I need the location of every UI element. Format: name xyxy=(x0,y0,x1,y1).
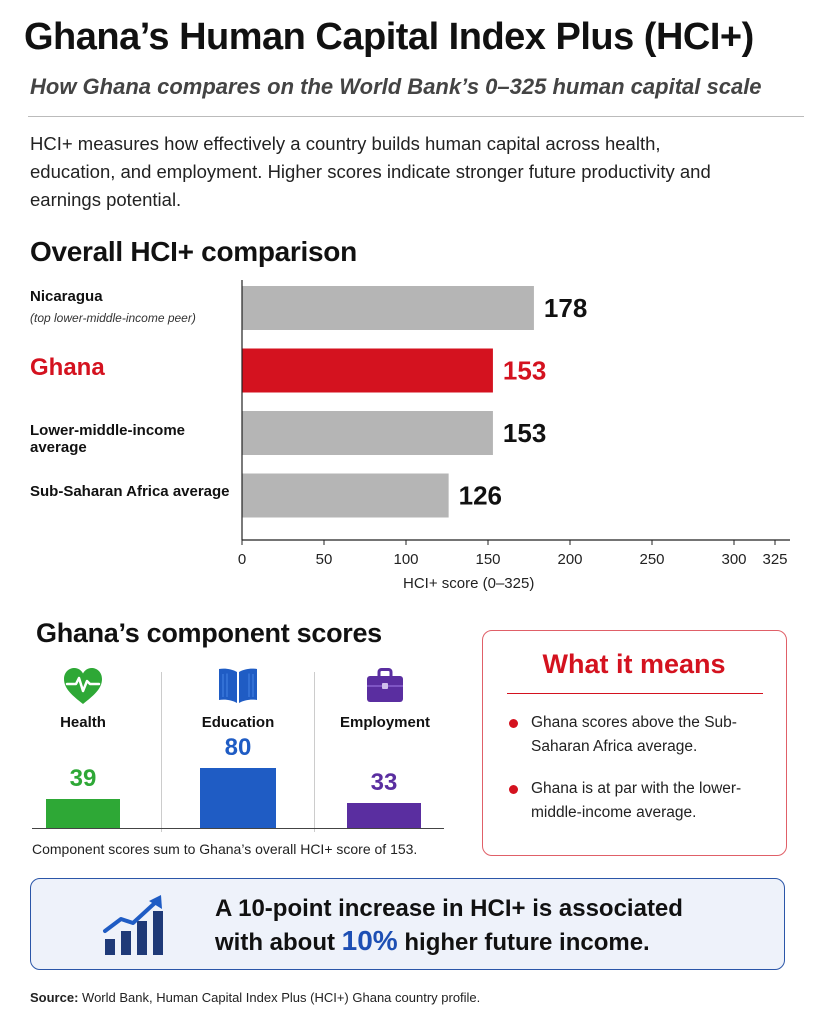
component-bar-education xyxy=(200,768,276,828)
briefcase-icon xyxy=(363,664,407,708)
component-section-title: Ghana’s component scores xyxy=(36,618,382,648)
x-tick-label: 100 xyxy=(393,551,419,568)
bar-value-label: 126 xyxy=(458,480,503,511)
category-sublabel-nicaragua: (top lower-middle-income peer) xyxy=(30,311,196,325)
component-divider xyxy=(314,672,315,832)
x-tick-label: 200 xyxy=(557,551,583,568)
x-tick-label: 50 xyxy=(315,551,333,568)
callout-line-2 xyxy=(215,925,755,959)
page-subtitle: How Ghana compares on the World Bank’s 0–325 human capital scale xyxy=(30,74,762,99)
x-tick-label: 150 xyxy=(475,551,501,568)
component-value-label: 80 xyxy=(224,734,252,761)
component-bar-employment xyxy=(347,803,421,828)
income-callout xyxy=(30,878,785,970)
page-title: Ghana’s Human Capital Index Plus (HCI+) xyxy=(24,16,754,58)
component-employment-label: Employment xyxy=(339,714,430,731)
component-divider xyxy=(161,672,162,832)
what-it-means-item xyxy=(531,777,771,825)
component-health xyxy=(8,664,158,731)
callout-line-1: A 10-point increase in HCI+ is associated xyxy=(215,895,683,922)
bar-sub-saharan-africa-average xyxy=(242,474,449,518)
what-it-means-divider xyxy=(507,693,763,694)
component-value-label: 33 xyxy=(370,769,398,797)
component-bar-health xyxy=(46,799,120,828)
source-note xyxy=(30,990,480,1005)
category-label-lmi-average: Lower-middle-income average xyxy=(30,422,186,456)
component-health-label: Health xyxy=(60,714,106,731)
what-it-means-item-text: Ghana scores above the Sub-Saharan Africa average. xyxy=(531,714,737,755)
source-label: Source: xyxy=(30,990,79,1005)
bar-value-label: 178 xyxy=(543,293,588,323)
callout-highlight: 10% xyxy=(341,925,398,956)
bar-lower-middle-income-average xyxy=(242,411,493,455)
bar-value-label: 153 xyxy=(502,355,547,386)
bar-value-label: 153 xyxy=(502,418,547,448)
x-axis-title: HCI+ score (0–325) xyxy=(403,575,535,592)
what-it-means-item xyxy=(531,711,771,759)
what-it-means-panel xyxy=(482,630,787,856)
component-value-label: 39 xyxy=(69,764,97,792)
source-text: World Bank, Human Capital Index Plus (HCI+) Ghana country profile. xyxy=(82,990,481,1005)
bullet-dot-icon xyxy=(509,785,518,794)
book-icon xyxy=(216,664,260,708)
category-label-ssa-average: Sub-Saharan Africa average xyxy=(30,483,230,500)
bar-ghana xyxy=(242,349,493,393)
callout-text xyxy=(215,893,755,959)
what-it-means-item-text: Ghana is at par with the lower-middle-income average. xyxy=(531,780,742,821)
component-education-label: Education xyxy=(201,714,275,731)
x-tick-label: 325 xyxy=(762,551,788,568)
heart-pulse-icon xyxy=(61,664,105,708)
callout-line-2-suffix: higher future income. xyxy=(397,929,650,956)
bar-nicaragua xyxy=(242,286,534,330)
what-it-means-title: What it means xyxy=(542,649,726,679)
x-tick-label: 250 xyxy=(639,551,665,568)
category-label-ghana: Ghana xyxy=(30,354,105,381)
component-education xyxy=(163,664,313,731)
x-tick-label: 300 xyxy=(721,551,747,568)
component-baseline xyxy=(32,828,444,829)
component-employment xyxy=(310,664,460,731)
callout-line-2-prefix: with about xyxy=(215,929,342,956)
growth-chart-icon xyxy=(101,893,167,959)
overall-section-title: Overall HCI+ comparison xyxy=(30,236,357,267)
component-note: Component scores sum to Ghana’s overall HCI+ score of 153. xyxy=(32,841,418,857)
intro-text: HCI+ measures how effectively a country builds human capital across health, education, and employment. Higher scores indicate stronger future productivity and earnings potential. xyxy=(30,133,711,210)
x-tick-label: 0 xyxy=(237,551,247,568)
bullet-dot-icon xyxy=(509,719,518,728)
category-label-nicaragua: Nicaragua xyxy=(30,288,103,305)
